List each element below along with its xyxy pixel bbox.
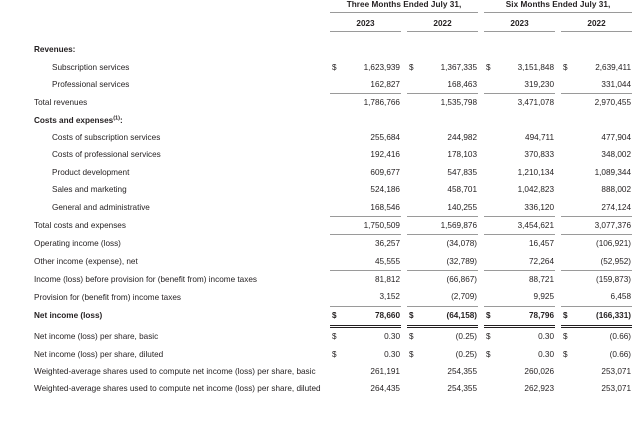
- cell-value: 370,833: [524, 150, 555, 160]
- cell-value: 609,677: [370, 167, 400, 177]
- footnote-marker: (1): [113, 114, 121, 121]
- currency-symbol: $: [330, 306, 343, 324]
- table-row: [8, 76, 632, 94]
- cell-value: 253,071: [601, 384, 632, 394]
- cell-value: [497, 112, 555, 129]
- table-row: [8, 306, 632, 324]
- cell-value: 36,257: [343, 235, 401, 253]
- cell-value: 1,210,134: [517, 167, 555, 177]
- cell-value: [343, 41, 401, 58]
- cell-value: 1,786,766: [343, 94, 401, 112]
- currency-symbol: [330, 288, 343, 306]
- table-row: [8, 270, 632, 288]
- table-row: [8, 41, 632, 58]
- year-header-h1-2022: 2022: [587, 19, 606, 28]
- cell-value: 254,355: [447, 366, 478, 376]
- cell-value: 3,077,376: [574, 216, 632, 234]
- row-label: [8, 288, 330, 306]
- cell-value: 168,463: [447, 79, 478, 89]
- currency-symbol: [330, 270, 343, 288]
- cell-value: 0.30: [538, 349, 555, 359]
- cell-value: 1,569,876: [420, 216, 478, 234]
- cell-value: 0.30: [538, 332, 555, 342]
- cell-value: 1,535,798: [420, 94, 478, 112]
- currency-symbol: [330, 129, 343, 146]
- cell-value: 9,925: [533, 292, 555, 302]
- currency-symbol: $: [409, 349, 414, 359]
- currency-symbol: $: [407, 306, 420, 324]
- year-label-spacer: [8, 13, 330, 31]
- currency-symbol: [330, 112, 343, 129]
- cell-value: 547,835: [447, 167, 478, 177]
- cell-value: 888,002: [601, 185, 632, 195]
- row-label: [8, 41, 330, 58]
- row-label: [8, 58, 330, 75]
- currency-symbol: [484, 363, 497, 380]
- currency-symbol: [330, 41, 343, 58]
- cell-value: 331,044: [601, 79, 632, 89]
- table-row: [8, 112, 632, 129]
- currency-symbol: [484, 216, 497, 234]
- currency-symbol: [407, 253, 420, 271]
- cell-value: (52,952): [600, 256, 632, 266]
- row-label-text: Income (loss) before provision for (benefit from) income taxes: [34, 275, 257, 285]
- cell-value: 178,103: [447, 150, 478, 160]
- table-body: [8, 41, 632, 398]
- currency-symbol: [561, 198, 574, 216]
- currency-symbol: [407, 76, 420, 94]
- row-label-text: Costs of professional services: [52, 150, 161, 160]
- cell-value: 3,152: [379, 292, 400, 302]
- currency-symbol: $: [409, 332, 414, 342]
- row-label: [8, 76, 330, 94]
- currency-symbol: [407, 129, 420, 146]
- cell-value: 1,750,509: [343, 216, 401, 234]
- currency-symbol: [330, 181, 343, 198]
- table-row: [8, 181, 632, 198]
- currency-symbol: [484, 253, 497, 271]
- spacer-cell: [8, 32, 632, 41]
- row-label: [8, 129, 330, 146]
- column-group-three-months: Three Months Ended July 31,: [346, 0, 462, 9]
- row-label: [8, 198, 330, 216]
- currency-symbol: [407, 235, 420, 253]
- cell-value: 140,255: [447, 202, 478, 212]
- group-header-row: [8, 0, 632, 12]
- cell-value: 168,546: [370, 202, 400, 212]
- cell-value: (66,867): [420, 270, 478, 288]
- currency-symbol: [561, 288, 574, 306]
- cell-value: 45,555: [374, 256, 400, 266]
- cell-value: (2,709): [451, 292, 478, 302]
- row-label: [8, 216, 330, 234]
- cell-value: 1,089,344: [594, 167, 632, 177]
- cell-value: 81,812: [343, 270, 401, 288]
- cell-value: 1,623,939: [363, 62, 400, 72]
- year-header-q3-2022: 2022: [433, 19, 452, 28]
- cell-value: 319,230: [524, 79, 555, 89]
- currency-symbol: [407, 164, 420, 181]
- cell-value: 524,186: [370, 185, 400, 195]
- currency-symbol: [484, 198, 497, 216]
- cell-value: (0.66): [609, 349, 632, 359]
- row-label-text: Net income (loss): [34, 310, 103, 320]
- currency-symbol: [407, 181, 420, 198]
- cell-value: 494,711: [525, 133, 555, 143]
- cell-value: 78,660: [343, 306, 401, 324]
- currency-symbol: [484, 94, 497, 112]
- cell-value: 260,026: [524, 366, 555, 376]
- cell-value: (34,078): [420, 235, 478, 253]
- currency-symbol: $: [561, 306, 574, 324]
- currency-symbol: $: [563, 349, 568, 359]
- currency-symbol: [484, 235, 497, 253]
- currency-symbol: $: [486, 62, 491, 72]
- table-row: [8, 288, 632, 306]
- row-label-text: Costs and expenses: [34, 115, 114, 125]
- header-body-spacer: [8, 32, 632, 41]
- currency-symbol: $: [332, 349, 337, 359]
- row-label-text: Provision for (benefit from) income taxes: [34, 292, 181, 302]
- currency-symbol: [407, 288, 420, 306]
- cell-value: [420, 112, 478, 129]
- row-label: [8, 164, 330, 181]
- currency-symbol: [561, 129, 574, 146]
- cell-value: 0.30: [384, 332, 400, 342]
- table-row: [8, 198, 632, 216]
- row-label-text: Other income (expense), net: [34, 257, 138, 267]
- cell-value: 162,827: [370, 79, 400, 89]
- cell-value: 264,435: [370, 384, 400, 394]
- currency-symbol: $: [332, 62, 337, 72]
- cell-value: (166,331): [574, 306, 632, 324]
- currency-symbol: [407, 94, 420, 112]
- year-header-q3-2023: 2023: [356, 19, 375, 28]
- currency-symbol: [330, 198, 343, 216]
- currency-symbol: [484, 41, 497, 58]
- currency-symbol: [407, 198, 420, 216]
- currency-symbol: [561, 164, 574, 181]
- currency-symbol: [330, 363, 343, 380]
- row-label-text: Weighted-average shares used to compute net income (loss) per share, basic: [34, 366, 316, 376]
- currency-symbol: [330, 76, 343, 94]
- currency-symbol: [484, 288, 497, 306]
- currency-symbol: [330, 164, 343, 181]
- currency-symbol: [561, 216, 574, 234]
- cell-value: 6,458: [610, 292, 632, 302]
- row-label-text: Net income (loss) per share, diluted: [34, 349, 164, 359]
- row-label-suffix: :: [120, 115, 123, 125]
- table-row: [8, 58, 632, 75]
- currency-symbol: $: [484, 306, 497, 324]
- year-header-row: [8, 13, 632, 31]
- table-header: [8, 0, 632, 41]
- row-label-text: Weighted-average shares used to compute net income (loss) per share, diluted: [34, 384, 321, 394]
- currency-symbol: [484, 76, 497, 94]
- cell-value: 336,120: [524, 202, 555, 212]
- column-group-six-months: Six Months Ended July 31,: [505, 0, 611, 9]
- currency-symbol: [330, 253, 343, 271]
- currency-symbol: [561, 380, 574, 397]
- cell-value: 255,684: [370, 133, 400, 143]
- cell-value: (64,158): [420, 306, 478, 324]
- cell-value: (106,921): [574, 235, 632, 253]
- row-label: [8, 306, 330, 324]
- cell-value: (0.25): [455, 332, 478, 342]
- row-label: [8, 112, 330, 129]
- currency-symbol: $: [563, 62, 568, 72]
- currency-symbol: $: [409, 62, 414, 72]
- row-label-text: Total revenues: [34, 98, 88, 108]
- header-label-spacer: [8, 0, 330, 12]
- currency-symbol: [330, 380, 343, 397]
- currency-symbol: $: [486, 332, 491, 342]
- table-row: [8, 146, 632, 163]
- row-label-text: Subscription services: [52, 62, 130, 72]
- cell-value: [343, 112, 401, 129]
- currency-symbol: [561, 112, 574, 129]
- currency-symbol: [407, 216, 420, 234]
- cell-value: [574, 41, 632, 58]
- currency-symbol: [484, 146, 497, 163]
- cell-value: 1,042,823: [517, 185, 555, 195]
- currency-symbol: [330, 235, 343, 253]
- currency-symbol: [484, 164, 497, 181]
- row-label: [8, 181, 330, 198]
- cell-value: 1,367,335: [440, 62, 478, 72]
- cell-value: (32,789): [446, 256, 478, 266]
- row-label-text: Revenues:: [34, 45, 76, 55]
- currency-symbol: [407, 363, 420, 380]
- cell-value: 254,355: [447, 384, 478, 394]
- row-label: [8, 94, 330, 112]
- cell-value: [574, 112, 632, 129]
- table-row: [8, 363, 632, 380]
- table-row: [8, 235, 632, 253]
- table-row: [8, 94, 632, 112]
- currency-symbol: [561, 146, 574, 163]
- currency-symbol: [484, 181, 497, 198]
- row-label: [8, 345, 330, 362]
- currency-symbol: [330, 94, 343, 112]
- table-row: [8, 328, 632, 345]
- row-label: [8, 253, 330, 271]
- currency-symbol: [561, 363, 574, 380]
- currency-symbol: [484, 112, 497, 129]
- row-label-text: Product development: [52, 167, 130, 177]
- currency-symbol: [407, 270, 420, 288]
- cell-value: 3,471,078: [497, 94, 555, 112]
- cell-value: 88,721: [497, 270, 555, 288]
- cell-value: 78,796: [497, 306, 555, 324]
- cell-value: 72,264: [528, 256, 555, 266]
- cell-value: 253,071: [601, 366, 632, 376]
- currency-symbol: [407, 112, 420, 129]
- cell-value: 192,416: [370, 150, 400, 160]
- currency-symbol: [484, 129, 497, 146]
- table-row: [8, 216, 632, 234]
- row-label: [8, 235, 330, 253]
- cell-value: (0.25): [455, 349, 478, 359]
- currency-symbol: [484, 270, 497, 288]
- row-label-text: Sales and marketing: [52, 185, 127, 195]
- currency-symbol: [561, 270, 574, 288]
- row-label: [8, 328, 330, 345]
- currency-symbol: $: [332, 332, 337, 342]
- row-label-text: General and administrative: [52, 203, 150, 213]
- cell-value: 262,923: [524, 384, 555, 394]
- row-label: [8, 363, 330, 380]
- table-row: [8, 253, 632, 271]
- row-label-text: Professional services: [52, 80, 130, 90]
- currency-symbol: [561, 76, 574, 94]
- table-row: [8, 345, 632, 362]
- row-label-text: Net income (loss) per share, basic: [34, 332, 159, 342]
- cell-value: 2,639,411: [595, 62, 632, 72]
- cell-value: 244,982: [447, 133, 478, 143]
- table-row: [8, 380, 632, 397]
- row-label: [8, 270, 330, 288]
- currency-symbol: [407, 146, 420, 163]
- cell-value: 477,904: [601, 133, 632, 143]
- cell-value: (159,873): [574, 270, 632, 288]
- cell-value: 0.30: [384, 349, 400, 359]
- row-label-text: Costs of subscription services: [52, 133, 161, 143]
- cell-value: (0.66): [609, 332, 632, 342]
- cell-value: 2,970,455: [574, 94, 632, 112]
- year-header-h1-2023: 2023: [510, 19, 529, 28]
- cell-value: 261,191: [370, 366, 400, 376]
- cell-value: 458,701: [447, 185, 478, 195]
- income-statement-table: [8, 0, 632, 398]
- currency-symbol: [561, 235, 574, 253]
- cell-value: 3,454,621: [497, 216, 555, 234]
- currency-symbol: [484, 380, 497, 397]
- cell-value: [497, 41, 555, 58]
- row-label: [8, 380, 330, 397]
- cell-value: 3,151,848: [517, 62, 555, 72]
- currency-symbol: [330, 146, 343, 163]
- currency-symbol: [561, 94, 574, 112]
- currency-symbol: [407, 380, 420, 397]
- cell-value: 274,124: [601, 202, 632, 212]
- currency-symbol: $: [563, 332, 568, 342]
- cell-value: 16,457: [497, 235, 555, 253]
- row-label-text: Total costs and expenses: [34, 221, 126, 231]
- row-label: [8, 146, 330, 163]
- cell-value: 348,002: [601, 150, 632, 160]
- table-row: [8, 129, 632, 146]
- currency-symbol: [561, 41, 574, 58]
- row-label-text: Operating income (loss): [34, 239, 121, 249]
- currency-symbol: $: [486, 349, 491, 359]
- currency-symbol: [407, 41, 420, 58]
- cell-value: [420, 41, 478, 58]
- currency-symbol: [561, 253, 574, 271]
- currency-symbol: [561, 181, 574, 198]
- table-row: [8, 164, 632, 181]
- currency-symbol: [330, 216, 343, 234]
